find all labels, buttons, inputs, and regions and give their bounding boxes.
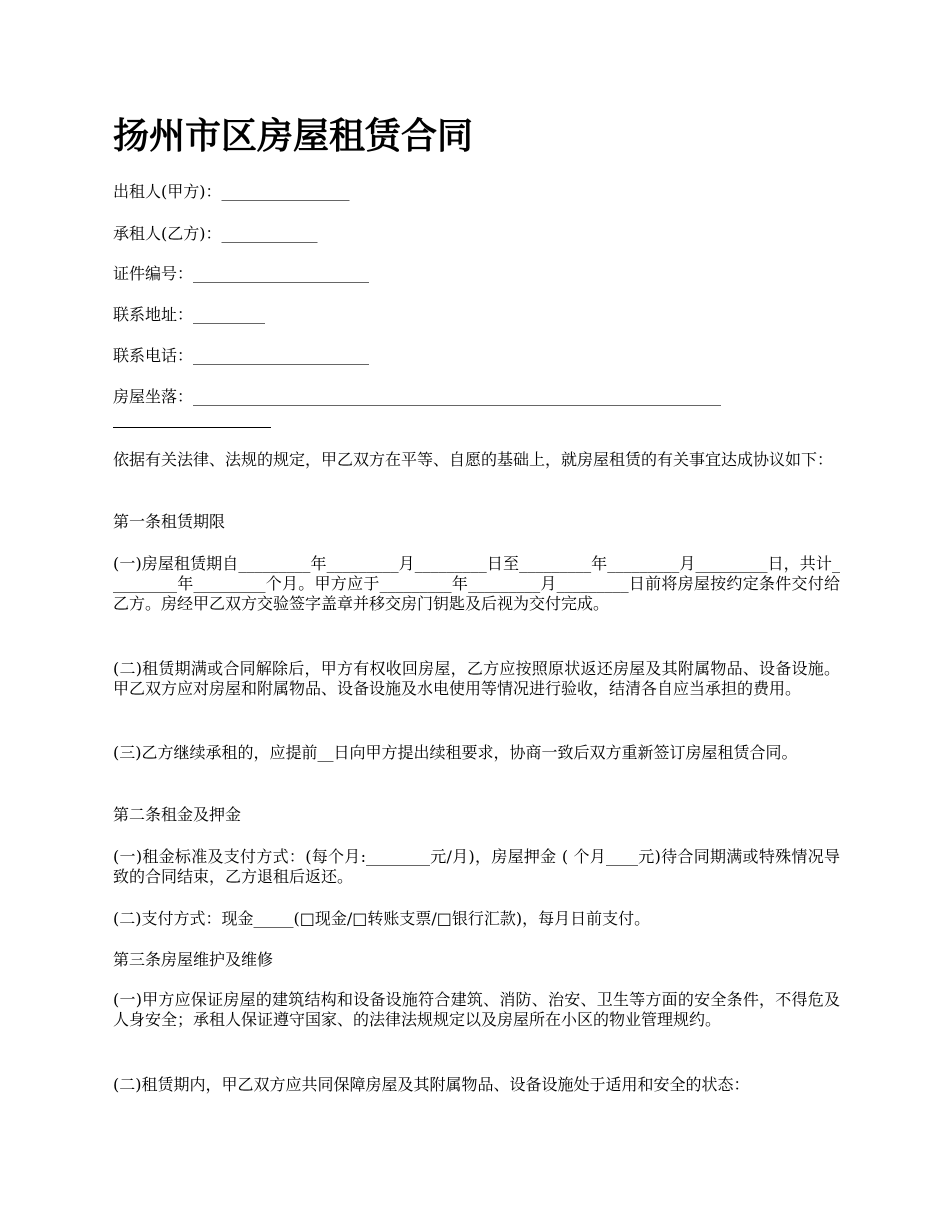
- clause-rent-2: (二)支付方式：现金_____(□现金/□转账支票/□银行汇款)，每月日前支付。: [113, 909, 651, 928]
- contact-address-field: [113, 303, 265, 327]
- contact-phone-field: [113, 344, 369, 368]
- field-label: 出租人(甲方)：: [113, 182, 222, 201]
- fill-blank: ______________________: [193, 346, 370, 365]
- field-label: 证件编号：: [113, 264, 194, 283]
- section-heading-term: 第一条租赁期限: [113, 512, 226, 531]
- clause-maintenance-2: (二)租赁期内，甲乙双方应共同保障房屋及其附属物品、设备设施处于适用和安全的状态：: [113, 1075, 750, 1094]
- fill-blank: ______________________: [193, 264, 370, 283]
- clause-term-2: (二)租赁期满或合同解除后，甲方有权收回房屋，乙方应按照原状返还房屋及其附属物品、设备设施。甲乙双方应对房屋和附属物品、设备设施及水电使用等情况进行验收，结清各自应当承担的费用。: [113, 659, 840, 698]
- fill-blank: _________: [193, 305, 266, 324]
- fill-blank: ________________: [221, 182, 350, 201]
- field-label: 联系电话：: [113, 346, 194, 365]
- property-location-blank-continued: [113, 427, 271, 428]
- lessor-field: [113, 180, 350, 204]
- fill-blank: ____________: [221, 224, 318, 243]
- fill-blank: __________________________________________________________________: [193, 387, 722, 406]
- property-location-field: [113, 385, 840, 409]
- clause-term-3: (三)乙方继续承租的，应提前__日向甲方提出续租要求，协商一致后双方重新签订房屋租赁合同。: [113, 743, 798, 762]
- id-number-field: [113, 262, 369, 286]
- field-label: 房屋坐落：: [113, 387, 194, 406]
- section-heading-maintenance: 第三条房屋维护及维修: [113, 950, 274, 969]
- preamble-paragraph: 依据有关法律、法规的规定，甲乙双方在平等、自愿的基础上，就房屋租赁的有关事宜达成协议如下：: [113, 450, 834, 469]
- clause-term-1: (一)房屋租赁期自_________年_________月_________日至_________年_________月_________日，共计_________年_________个月。甲方应于_________年_________月_________日前将房屋按约定条件交付给乙方。房经甲乙双方交验签字盖章并移交房门钥匙及后视为交付完成。: [113, 554, 840, 613]
- section-heading-rent: 第二条租金及押金: [113, 805, 242, 824]
- clause-maintenance-1: (一)甲方应保证房屋的建筑结构和设备设施符合建筑、消防、治安、卫生等方面的安全条件，不得危及人身安全；承租人保证遵守国家、的法律法规规定以及房屋所在小区的物业管理规约。: [113, 990, 840, 1029]
- document-title: 扬州市区房屋租赁合同: [113, 115, 474, 157]
- clause-rent-1: (一)租金标准及支付方式：(每个月:________元/月)，房屋押金 ( 个月____元)待合同期满或特殊情况导致的合同结束，乙方退租后返还。: [113, 847, 840, 886]
- lessee-field: [113, 222, 318, 246]
- field-label: 联系地址：: [113, 305, 194, 324]
- field-label: 承租人(乙方)：: [113, 224, 222, 243]
